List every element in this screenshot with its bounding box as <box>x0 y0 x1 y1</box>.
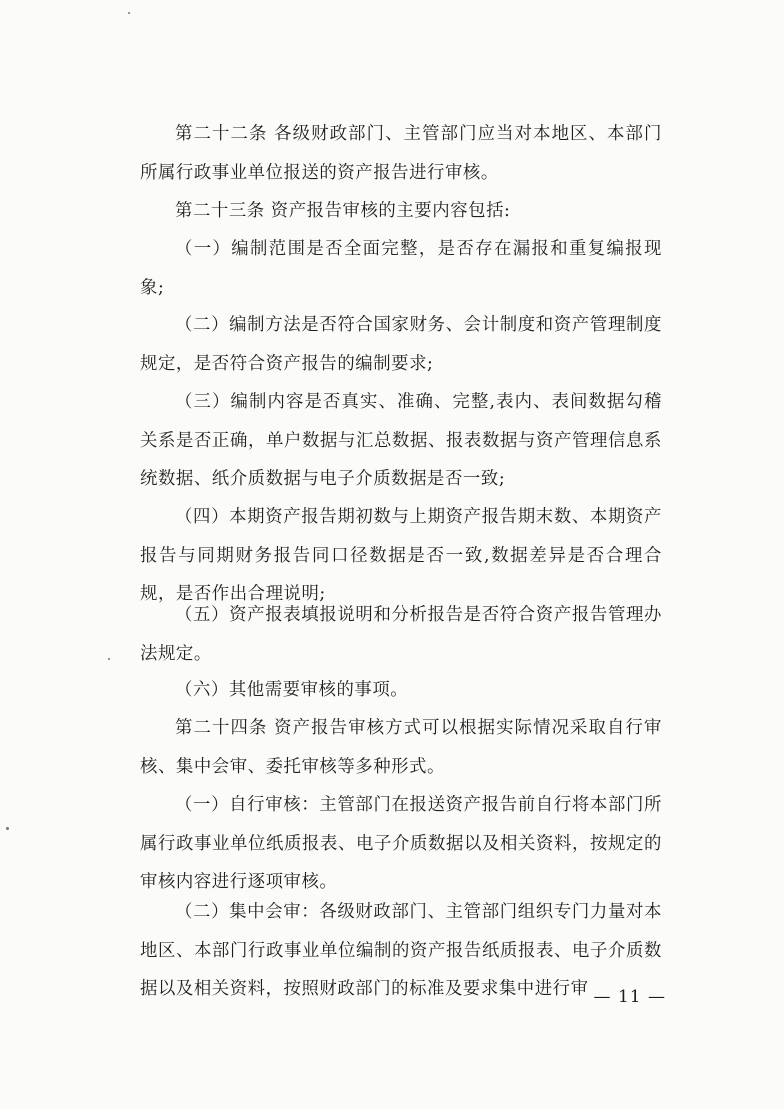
article-24-paragraph: 第二十四条 资产报告审核方式可以根据实际情况采取自行审核、集中会审、委托审核等多种形式。 <box>140 718 662 777</box>
item-5-paragraph: （五）资产报表填报说明和分析报告是否符合资产报告管理办法规定。 <box>140 605 662 664</box>
scan-speck <box>128 12 130 14</box>
article-23-paragraph: 第二十三条 资产报告审核的主要内容包括: <box>175 201 511 221</box>
item-2-paragraph: （二）编制方法是否符合国家财务、会计制度和资产管理制度规定，是否符合资产报告的编制要求; <box>140 315 662 374</box>
scan-speck <box>6 827 9 830</box>
item-3-paragraph: （三）编制内容是否真实、准确、完整,表内、表间数据勾稽关系是否正确，单户数据与汇总数据、报表数据与资产管理信息系统数据、纸介质数据与电子介质数据是否一致; <box>140 392 662 489</box>
scan-speck <box>108 658 110 660</box>
page-number: — 11 — <box>593 987 666 1007</box>
item-4-paragraph: （四）本期资产报告期初数与上期资产报告期末数、本期资产报告与同期财务报告同口径数据是否一致,数据差异是否合理合规，是否作出合理说明; <box>140 507 662 604</box>
article-22-paragraph: 第二十二条 各级财政部门、主管部门应当对本地区、本部门所属行政事业单位报送的资产报告进行审核。 <box>140 124 662 183</box>
joint-review-paragraph: （二）集中会审：各级财政部门、主管部门组织专门力量对本地区、本部门行政事业单位编制的资产报告纸质报表、电子介质数据以及相关资料，按照财政部门的标准及要求集中进行审 <box>140 902 662 999</box>
item-1-paragraph: （一）编制范围是否全面完整，是否存在漏报和重复编报现象; <box>140 239 662 298</box>
self-review-paragraph: （一）自行审核：主管部门在报送资产报告前自行将本部门所属行政事业单位纸质报表、电子介质数据以及相关资料，按规定的审核内容进行逐项审核。 <box>140 795 662 892</box>
item-6-paragraph: （六）其他需要审核的事项。 <box>175 680 409 700</box>
